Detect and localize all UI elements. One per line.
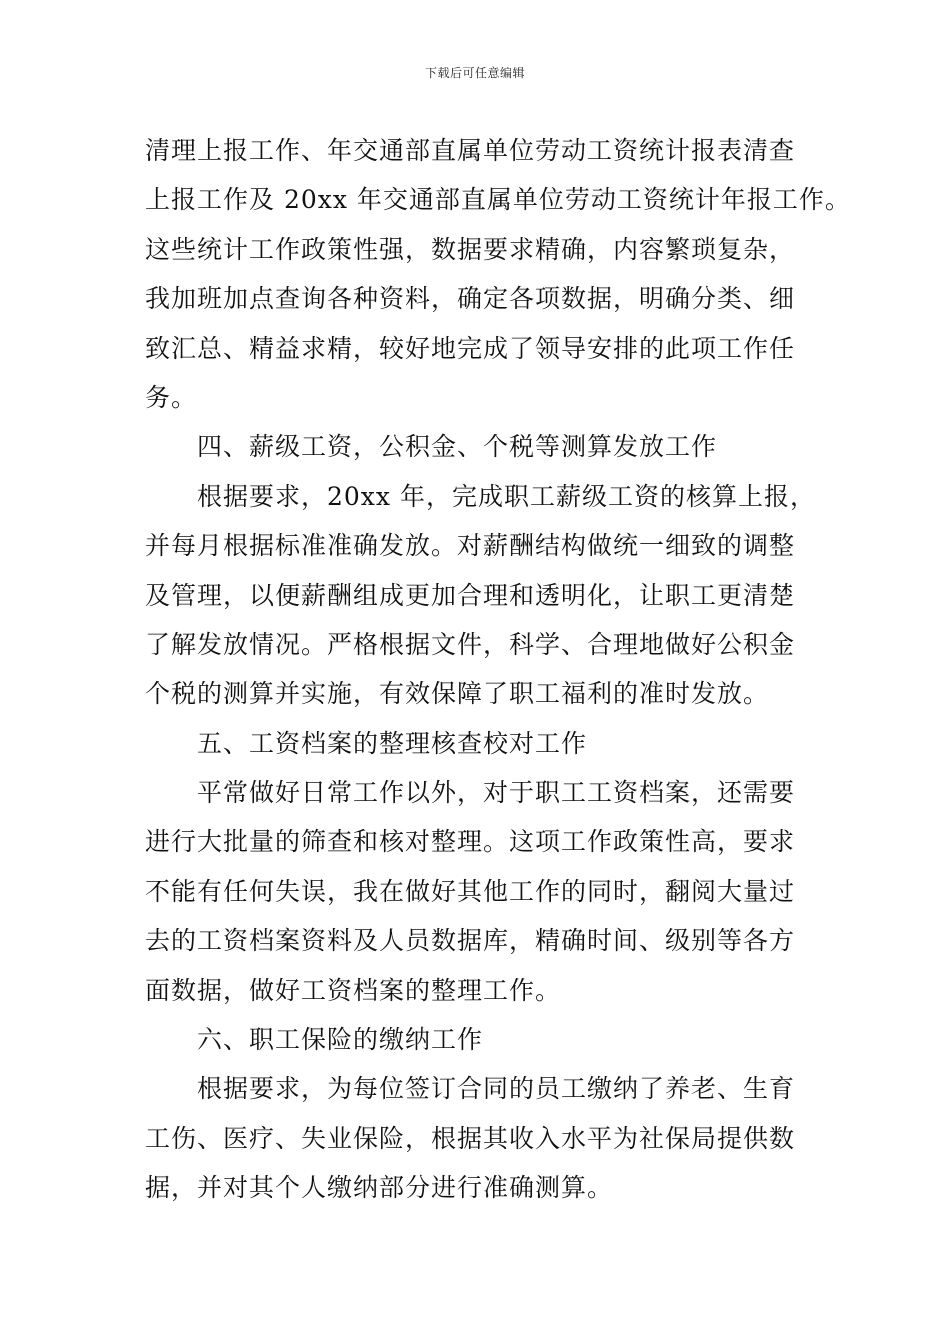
page-header: 下载后可任意编辑 (424, 66, 525, 80)
paragraph-line: 工伤、医疗、失业保险，根据其收入水平为社保局提供数 (145, 1123, 796, 1153)
paragraph-line: 据，并对其个人缴纳部分进行准确测算。 (145, 1173, 614, 1203)
section-heading: 六、职工保险的缴纳工作 (197, 1025, 484, 1055)
section-heading: 四、薪级工资，公积金、个税等测算发放工作 (197, 432, 718, 462)
paragraph-line: 进行大批量的筛查和核对整理。这项工作政策性高，要求 (145, 827, 796, 857)
paragraph-line: 并每月根据标准准确发放。对薪酬结构做统一细致的调整 (145, 531, 796, 561)
paragraph-line: 务。 (145, 382, 198, 412)
paragraph-line: 根据要求，为每位签订合同的员工缴纳了养老、生育 (197, 1074, 796, 1104)
paragraph-line: 清理上报工作、年交通部直属单位劳动工资统计报表清查 (145, 136, 796, 165)
paragraph-line: 了解发放情况。严格根据文件，科学、合理地做好公积金 (145, 629, 796, 659)
paragraph-line: 个税的测算并实施，有效保障了职工福利的准时发放。 (145, 679, 770, 709)
paragraph-line: 这些统计工作政策性强，数据要求精确，内容繁琐复杂， (145, 234, 796, 264)
paragraph-line: 平常做好日常工作以外，对于职工工资档案，还需要 (197, 778, 796, 808)
paragraph-line: 面数据，做好工资档案的整理工作。 (145, 975, 562, 1005)
section-heading: 五、工资档案的整理核查校对工作 (197, 728, 588, 758)
paragraph-line: 上报工作及 20xx 年交通部直属单位劳动工资统计年报工作。 (145, 185, 851, 215)
document-body (145, 126, 851, 1213)
paragraph-line: 及管理，以便薪酬组成更加合理和透明化，让职工更清楚 (145, 580, 796, 610)
paragraph-line: 致汇总、精益求精，较好地完成了领导安排的此项工作任 (145, 333, 796, 363)
paragraph-line: 根据要求，20xx 年，完成职工薪级工资的核算上报， (197, 481, 816, 511)
paragraph-line: 去的工资档案资料及人员数据库，精确时间、级别等各方 (145, 926, 796, 956)
paragraph-line: 我加班加点查询各种资料，确定各项数据，明确分类、细 (145, 284, 796, 314)
paragraph-line: 不能有任何失误，我在做好其他工作的同时，翻阅大量过 (145, 876, 796, 906)
